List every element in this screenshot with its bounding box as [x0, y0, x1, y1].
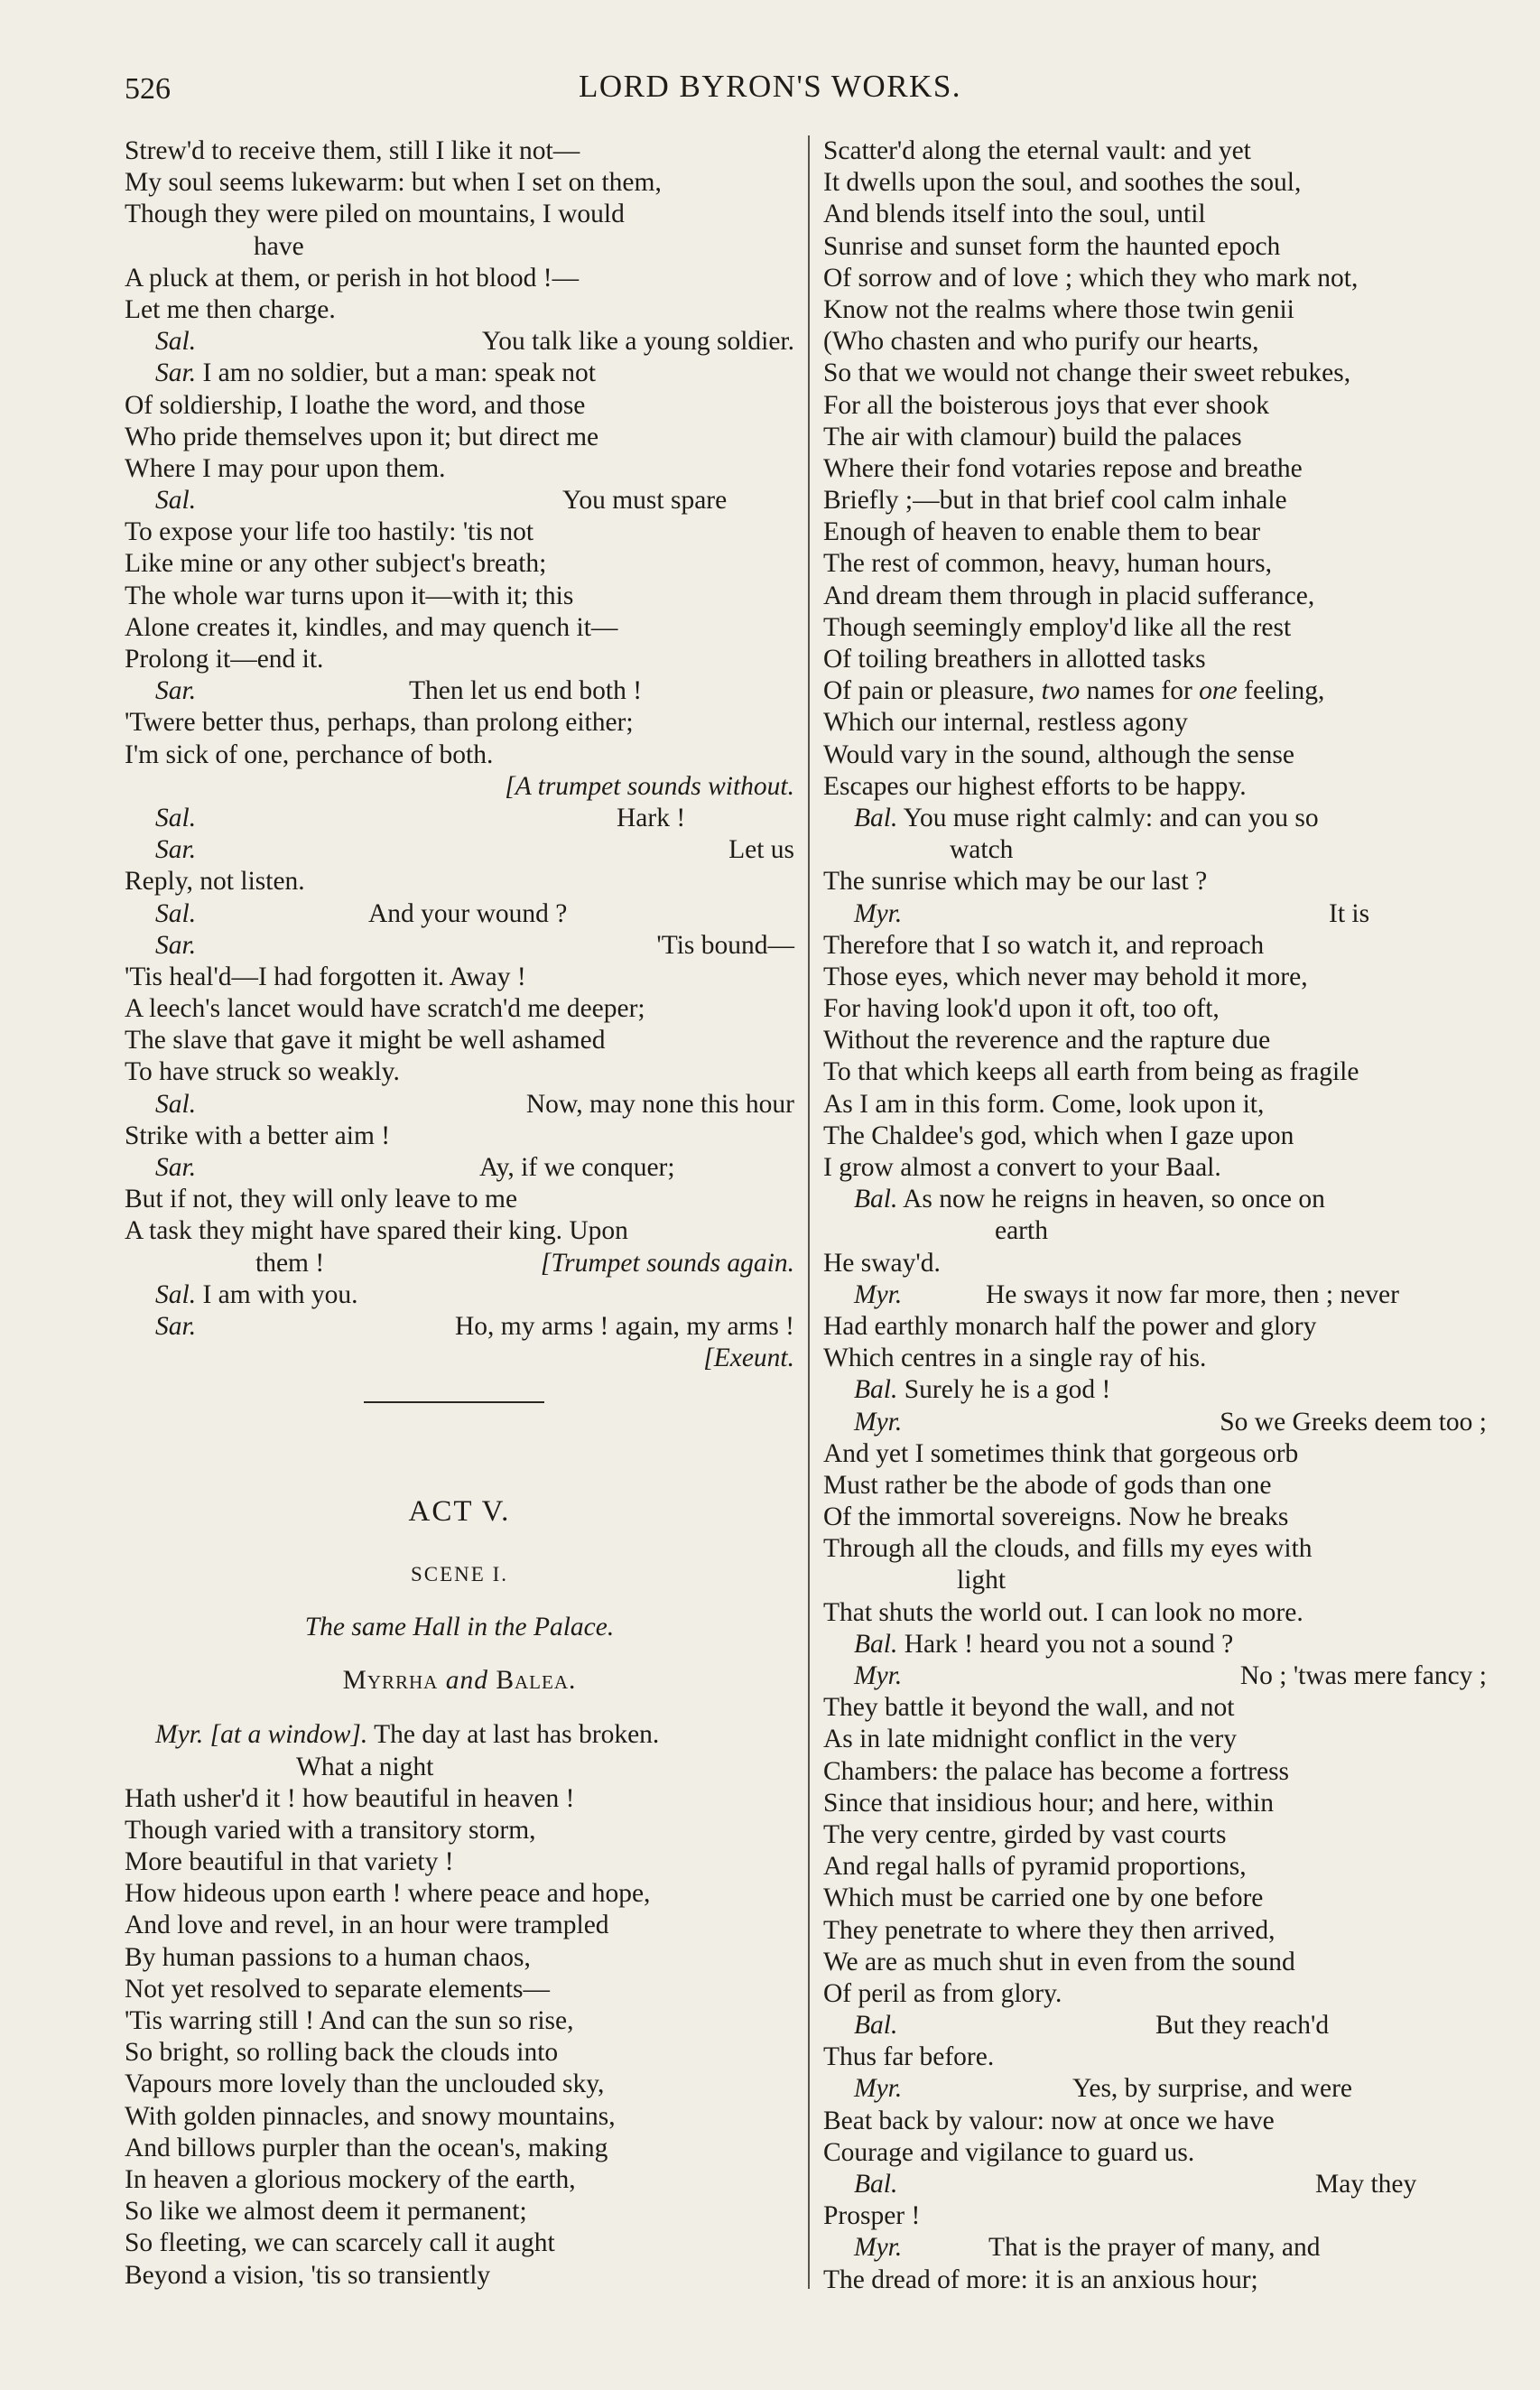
verse-text: That is the prayer of many, and: [988, 2233, 1321, 2263]
verse-line: Where I may pour upon them.: [125, 453, 446, 483]
verse-line: Without the reverence and the rapture due: [823, 1026, 1271, 1056]
verse-line: Though seemingly employ'd like all the rest: [823, 612, 1292, 642]
speech-line: [125, 1152, 794, 1184]
speech-line: [823, 2073, 1487, 2105]
verse-line: Prolong it—end it.: [125, 645, 324, 674]
verse-line: By human passions to a human chaos,: [125, 1942, 531, 1972]
verse-line: They penetrate to where they then arrived,: [823, 1915, 1276, 1945]
column-rule: [808, 135, 810, 2289]
verse-line: So that we would not change their sweet rebukes,: [823, 358, 1351, 388]
verse-text: You muse right calmly: and can you so: [903, 803, 1319, 832]
verse-line: Thus far before.: [823, 2042, 995, 2072]
stage-direction: [Trumpet sounds again.: [540, 1248, 794, 1278]
speaker-tag: Myr.: [854, 898, 903, 928]
speaker-tag: Myr.: [854, 1661, 903, 1690]
scene-heading: SCENE I.: [411, 1563, 508, 1586]
speaker-tag: Sar.: [155, 676, 197, 706]
speaker-tag: Bal.: [854, 1375, 898, 1405]
speech-line: [823, 2232, 1487, 2264]
verse-text: He sways it now far more, then ; never: [986, 1279, 1399, 1309]
speech-line: [823, 1184, 1487, 1215]
stage-direction-line: [125, 1343, 794, 1374]
verse-text: Ay, if we conquer;: [479, 1153, 675, 1182]
speaker-tag: Sar.: [155, 1153, 197, 1182]
verse-text: Ho, my arms ! again, my arms !: [454, 1311, 794, 1341]
page-number: 526: [125, 72, 171, 106]
speech-line: [823, 1374, 1487, 1406]
verse-line: That shuts the world out. I can look no more.: [823, 1597, 1303, 1627]
verse-line: Beyond a vision, 'tis so transiently: [125, 2260, 491, 2290]
verse-line: Of soldiership, I loathe the word, and those: [125, 390, 586, 420]
running-title: LORD BYRON'S WORKS.: [578, 69, 962, 104]
verse-line: And yet I sometimes think that gorgeous orb: [823, 1438, 1299, 1468]
verse-line: Courage and vigilance to guard us.: [823, 2137, 1195, 2167]
verse-text: No ; 'twas mere fancy ;: [1239, 1661, 1487, 1690]
verse-line: It dwells upon the soul, and soothes the soul,: [823, 168, 1302, 198]
speech-line: [125, 1279, 794, 1311]
verse-line: A pluck at them, or perish in hot blood !—: [125, 263, 580, 293]
verse-line: Would vary in the sound, although the sense: [823, 739, 1294, 769]
speaker-tag: Sal.: [155, 1089, 197, 1119]
scene-location: The same Hall in the Palace.: [304, 1613, 615, 1642]
verse-line: Therefore that I so watch it, and reproach: [823, 930, 1265, 960]
verse-text: Then let us end both !: [409, 676, 643, 706]
verse-line: The air with clamour) build the palaces: [823, 422, 1242, 451]
verse-line: Since that insidious hour; and here, within: [823, 1788, 1274, 1818]
verse-line: As I am in this form. Come, look upon it,: [823, 1089, 1265, 1119]
speech-line: [823, 1629, 1487, 1660]
speaker-tag: Bal.: [854, 803, 898, 832]
verse-line: Of peril as from glory.: [823, 1978, 1062, 2008]
speaker-tag: Sal.: [155, 898, 197, 928]
verse-line: Which centres in a single ray of his.: [823, 1344, 1207, 1373]
verse-text: You talk like a young soldier.: [481, 327, 794, 357]
verse-text: I am with you.: [202, 1279, 358, 1309]
verse-line: The sunrise which may be our last ?: [823, 867, 1208, 897]
speech-line: [823, 1407, 1487, 1438]
speech-line: [125, 930, 794, 962]
verse-line: I grow almost a convert to your Baal.: [823, 1153, 1221, 1182]
speaker-tag: Bal.: [854, 2011, 898, 2041]
verse-line: We are as much shut in even from the sound: [823, 1947, 1295, 1976]
verse-text: So we Greeks deem too ;: [1220, 1407, 1487, 1437]
verse-line: Chambers: the palace has become a fortress: [823, 1756, 1290, 1786]
verse-text: I am no soldier, but a man: speak not: [202, 358, 596, 388]
verse-line: He sway'd.: [823, 1248, 941, 1278]
verse-line-turnover: light: [957, 1566, 1007, 1595]
speech-line: [125, 485, 794, 516]
speech-line: [125, 358, 794, 389]
speaker-tag: Sal.: [155, 486, 197, 516]
verse-line: Beat back by valour: now at once we have: [823, 2106, 1275, 2135]
verse-line-turnover: earth: [995, 1216, 1048, 1246]
verse-line: So fleeting, we can scarcely call it aught: [125, 2228, 555, 2258]
verse-line: The very centre, girded by vast courts: [823, 1819, 1227, 1849]
speaker-tag: Sar.: [155, 930, 197, 960]
verse-line: Had earthly monarch half the power and glory: [823, 1311, 1317, 1341]
speaker-tag: Bal.: [854, 2170, 898, 2199]
speech-line: [125, 1719, 794, 1751]
verse-line: Through all the clouds, and fills my eyes with: [823, 1534, 1313, 1564]
verse-line: The slave that gave it might be well ashamed: [125, 1026, 606, 1056]
verse-text: 'Tis bound—: [656, 930, 794, 960]
verse-line: More beautiful in that variety !: [125, 1847, 454, 1877]
verse-line: Enough of heaven to enable them to bear: [823, 517, 1261, 547]
verse-line: And regal halls of pyramid proportions,: [823, 1852, 1247, 1882]
verse-line: The whole war turns upon it—with it; this: [125, 581, 574, 610]
speaker-tag: Sar.: [155, 1311, 197, 1341]
verse-line: To have struck so weakly.: [125, 1057, 400, 1087]
verse-line: Know not the realms where those twin genii: [823, 294, 1294, 324]
speaker-tag: Sal.: [155, 1279, 197, 1309]
verse-line: To that which keeps all earth from being as fragile: [823, 1057, 1359, 1087]
verse-line: Though varied with a transitory storm,: [125, 1815, 536, 1845]
emphasized-word: one: [1199, 676, 1238, 706]
verse-text: them !: [255, 1248, 325, 1278]
verse-line: To expose your life too hastily: 'tis not: [125, 517, 534, 547]
verse-text: May they: [1315, 2170, 1417, 2199]
verse-line-turnover: have: [254, 231, 304, 261]
divider-rule: [364, 1401, 544, 1403]
verse-line: So like we almost deem it permanent;: [125, 2197, 527, 2227]
verse-line: And dream them through in placid sufferance,: [823, 581, 1315, 610]
section-divider: [125, 1374, 794, 1437]
speaker-tag: Sal.: [155, 327, 197, 357]
verse-line: Not yet resolved to separate elements—: [125, 1974, 551, 2004]
verse-line: Must rather be the abode of gods than one: [823, 1470, 1272, 1500]
verse-line: Prosper !: [823, 2201, 921, 2231]
speaker-tag: Sar.: [155, 835, 197, 865]
verse-line: Of sorrow and of love ; which they who mark not,: [823, 263, 1359, 293]
speech-line: [823, 2169, 1487, 2200]
verse-text: Hark !: [617, 803, 686, 832]
speaker-tag: Myr.: [854, 1279, 903, 1309]
verse-line: Briefly ;—but in that brief cool calm inhale: [823, 486, 1287, 516]
verse-line: In heaven a glorious mockery of the earth,: [125, 2164, 576, 2194]
verse-line-turnover: watch: [950, 835, 1014, 865]
verse-line: Reply, not listen.: [125, 867, 305, 897]
speech-line: [125, 326, 794, 358]
verse-line: The Chaldee's god, which when I gaze upon: [823, 1121, 1294, 1150]
dramatis-personae: [125, 1654, 794, 1706]
verse-text: feeling,: [1244, 676, 1325, 706]
speaker-tag: Sal.: [155, 803, 197, 832]
verse-text: You must spare: [562, 486, 728, 516]
verse-line: Which must be carried one by one before: [823, 1883, 1264, 1913]
speaker-tag: Myr.: [155, 1720, 204, 1750]
conjunction: and: [445, 1666, 488, 1696]
right-column: [823, 135, 1487, 2296]
verse-line: The rest of common, heavy, human hours,: [823, 549, 1273, 579]
verse-text: names for: [1086, 676, 1192, 706]
speaker-tag: Myr.: [854, 2233, 903, 2263]
verse-text: Surely he is a god !: [904, 1375, 1111, 1405]
verse-line: For all the boisterous joys that ever shook: [823, 390, 1270, 420]
verse-line: I'm sick of one, perchance of both.: [125, 739, 494, 769]
verse-line: Alone creates it, kindles, and may quench it—: [125, 612, 618, 642]
verse-line: Hath usher'd it ! how beautiful in heaven !: [125, 1783, 575, 1813]
speaker-tag: Bal.: [854, 1185, 898, 1214]
verse-text: It is: [1329, 898, 1370, 928]
verse-text: Of pain or pleasure,: [823, 676, 1035, 706]
speech-line: [125, 898, 794, 930]
verse-line: Which our internal, restless agony: [823, 708, 1188, 738]
stage-direction: [Exeunt.: [703, 1344, 794, 1373]
verse-text: The day at last has broken.: [374, 1720, 660, 1750]
verse-line: Vapours more lovely than the unclouded sky,: [125, 2069, 605, 2099]
speaker-tag: Myr.: [854, 1407, 903, 1437]
verse-line: A task they might have spared their king. Upon: [125, 1216, 628, 1246]
speech-line: [125, 1248, 794, 1279]
verse-line: But if not, they will only leave to me: [125, 1185, 518, 1214]
verse-line: Strike with a better aim !: [125, 1121, 391, 1150]
verse-text: As now he reigns in heaven, so once on: [903, 1185, 1325, 1214]
page-header: [0, 65, 1540, 119]
stage-direction-line: [125, 771, 794, 803]
verse-line: Though they were piled on mountains, I would: [125, 200, 625, 229]
speech-line: [823, 2010, 1487, 2041]
verse-text: And your wound ?: [368, 898, 568, 928]
verse-line: 'Twere better thus, perhaps, than prolong either;: [125, 708, 634, 738]
verse-text: Now, may none this hour: [525, 1089, 794, 1119]
left-column: [125, 135, 794, 2292]
speech-line: [125, 1311, 794, 1343]
verse-text: Hark ! heard you not a sound ?: [904, 1629, 1234, 1659]
verse-line: Like mine or any other subject's breath;: [125, 549, 547, 579]
verse-line: They battle it beyond the wall, and not: [823, 1693, 1235, 1723]
verse-line: Those eyes, which never may behold it more,: [823, 962, 1308, 991]
speaker-tag: Bal.: [854, 1629, 898, 1659]
character-name: Myrrha: [342, 1666, 439, 1696]
verse-text: But they reach'd: [1155, 2011, 1330, 2041]
speech-line: [125, 675, 794, 707]
verse-line: My soul seems lukewarm: but when I set on them,: [125, 168, 662, 198]
verse-line: Escapes our highest efforts to be happy.: [823, 771, 1247, 801]
verse-line: How hideous upon earth ! where peace and hope,: [125, 1879, 651, 1909]
verse-line: The dread of more: it is an anxious hour;: [823, 2264, 1258, 2294]
verse-line: Sunrise and sunset form the haunted epoch: [823, 231, 1281, 261]
speech-line: [125, 1089, 794, 1121]
verse-line: Where their fond votaries repose and breathe: [823, 453, 1303, 483]
speaker-tag: Myr.: [854, 2074, 903, 2104]
verse-line: Scatter'd along the eternal vault: and yet: [823, 136, 1251, 165]
verse-line: Of toiling breathers in allotted tasks: [823, 645, 1206, 674]
emphasized-word: two: [1041, 676, 1081, 706]
verse-text: Yes, by surprise, and were: [1072, 2074, 1352, 2104]
verse-line: (Who chasten and who purify our hearts,: [823, 327, 1259, 357]
verse-line: A leech's lancet would have scratch'd me deeper;: [125, 994, 645, 1024]
speech-line: [823, 1660, 1487, 1692]
verse-line: [823, 675, 1487, 707]
stage-direction: [A trumpet sounds without.: [505, 771, 794, 801]
verse-line: And blends itself into the soul, until: [823, 200, 1206, 229]
verse-line: And love and revel, in an hour were trampled: [125, 1911, 609, 1940]
verse-line: Strew'd to receive them, still I like it not—: [125, 136, 580, 165]
verse-line: So bright, so rolling back the clouds into: [125, 2038, 559, 2068]
speech-line: [823, 803, 1487, 834]
verse-line: 'Tis warring still ! And can the sun so rise,: [125, 2006, 574, 2035]
verse-line: For having look'd upon it oft, too oft,: [823, 994, 1220, 1024]
stage-direction: [at a window].: [209, 1720, 368, 1750]
verse-line: 'Tis heal'd—I had forgotten it. Away !: [125, 962, 526, 991]
act-heading: ACT V.: [408, 1495, 511, 1529]
verse-text: Let us: [728, 835, 794, 865]
verse-line: And billows purpler than the ocean's, making: [125, 2133, 608, 2162]
verse-line: Of the immortal sovereigns. Now he breaks: [823, 1502, 1289, 1532]
character-name: Balea.: [496, 1666, 577, 1696]
verse-line-turnover: What a night: [296, 1752, 434, 1781]
speaker-tag: Sar.: [155, 358, 197, 388]
verse-line: Let me then charge.: [125, 294, 336, 324]
speech-line: [125, 803, 794, 834]
verse-line: Who pride themselves upon it; but direct me: [125, 422, 599, 451]
verse-line: As in late midnight conflict in the very: [823, 1725, 1237, 1754]
speech-line: [125, 834, 794, 866]
speech-line: [823, 1279, 1487, 1311]
speech-line: [823, 898, 1487, 930]
verse-line: With golden pinnacles, and snowy mountains,: [125, 2101, 616, 2131]
